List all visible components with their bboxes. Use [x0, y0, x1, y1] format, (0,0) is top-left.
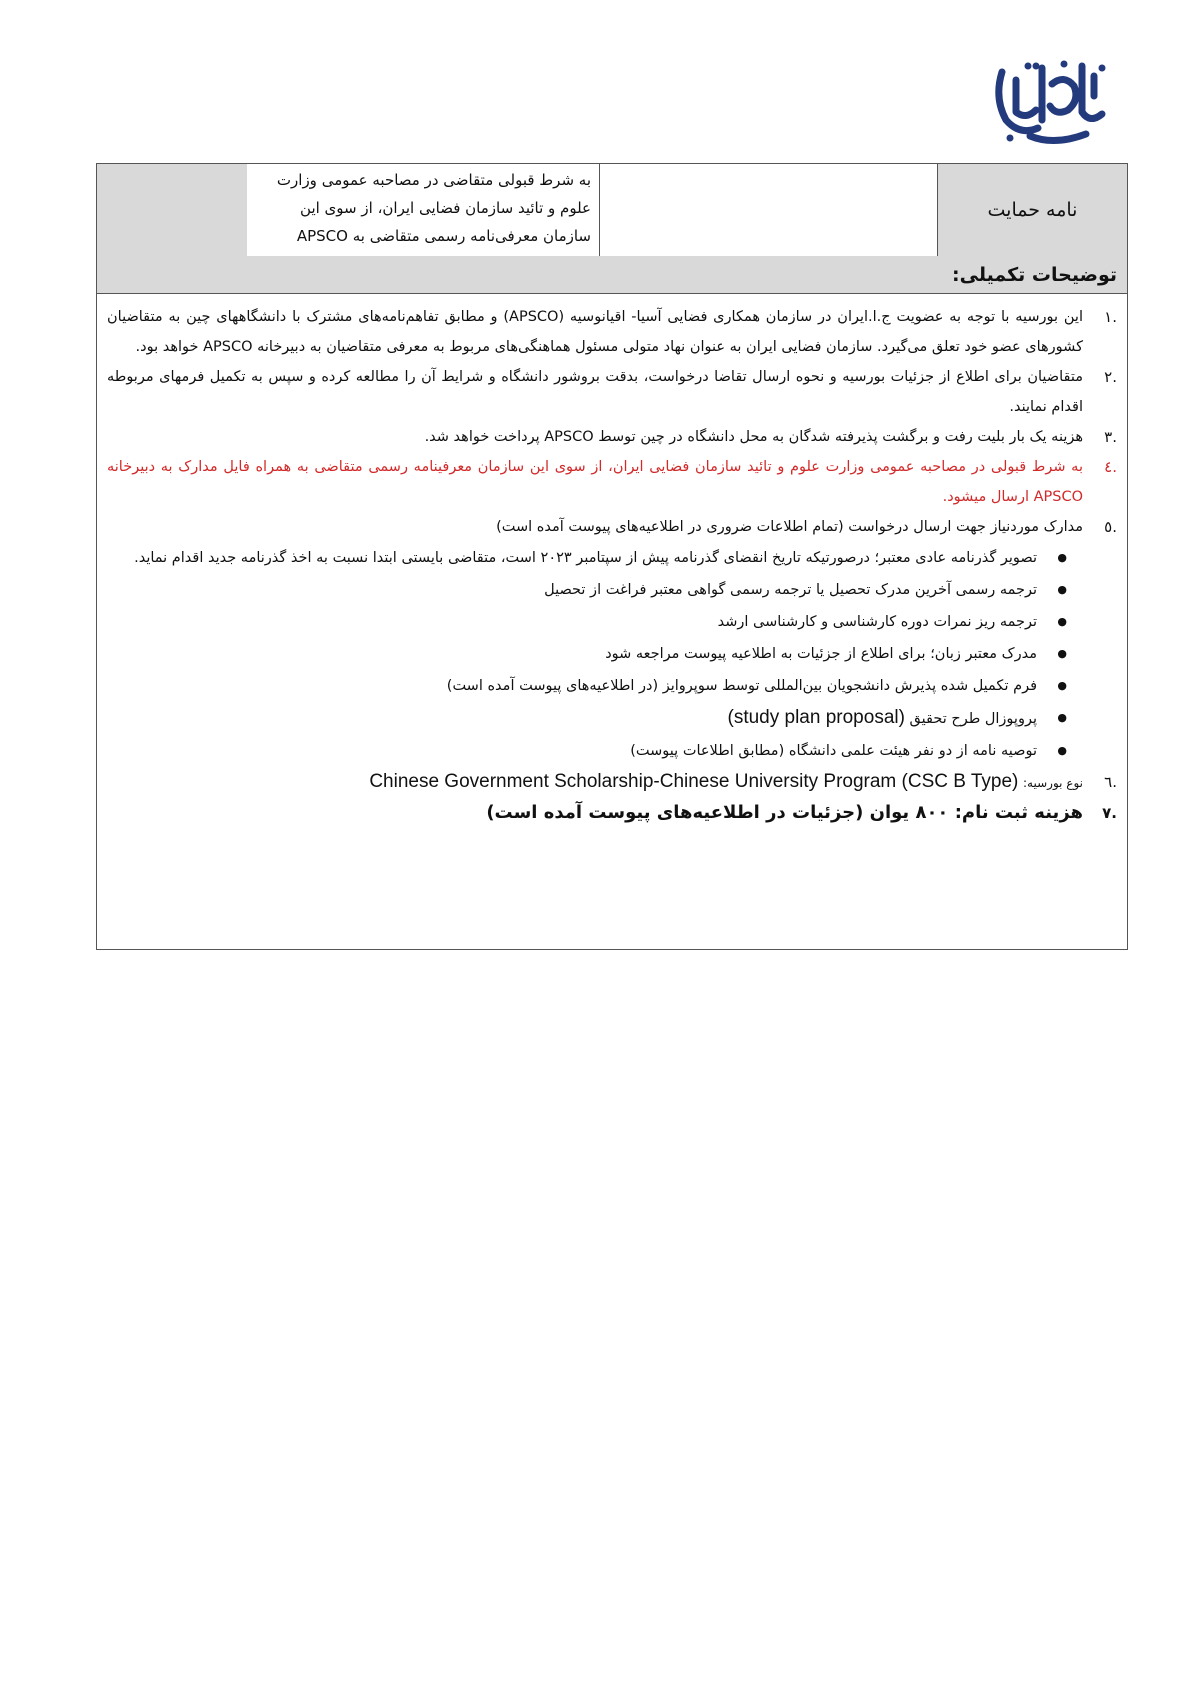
notes-list	[107, 302, 1117, 828]
proposal-label: پروپوزال طرح تحقیق	[909, 711, 1037, 727]
item-number: .١	[1104, 308, 1117, 326]
scholarship-info-table	[96, 163, 1128, 950]
item-text: به شرط قبولی در مصاحبه عمومی وزارت علوم و تائید سازمان فضایی ایران، از سوی این سازمان معرفینامه رسمی متقاضی به همراه فایل مدارک به دبیرخانه APSCO ارسال میشود.	[107, 459, 1083, 505]
registration-fee-text: هزینه ثبت نام: ۸۰۰ یوان (جزئیات در اطلاعیه‌های پیوست آمده است)	[486, 802, 1083, 823]
shaded-cell	[97, 164, 247, 256]
empty-cell	[599, 164, 937, 256]
document-item: ● توصیه نامه از دو نفر هیئت علمی دانشگاه (مطابق اطلاعات پیوست)	[107, 735, 1067, 767]
list-item	[107, 302, 1117, 362]
list-item	[107, 512, 1117, 542]
required-documents-list	[107, 542, 1117, 767]
item-text: این بورسیه با توجه به عضویت ج.ا.ایران در سازمان همکاری فضایی آسیا- اقیانوسیه (APSCO) و مطابق تفاهم‌نامه‌های مشترک با دانشگاههای چین به متقاضیان کشورهای عضو خود تعلق می‌گیرد. سازمان فضایی ایران به عنوان نهاد متولی مسئول هماهنگی‌های مربوط به معرفی متقاضیان به دبیرخانه APSCO خواهد بود.	[107, 309, 1083, 355]
scholarship-type-item	[107, 767, 1117, 798]
support-letter-row	[97, 164, 1127, 257]
document-item: ● فرم تکمیل شده پذیرش دانشجویان بین‌المللی توسط سوپروایز (در اطلاعیه‌های پیوست آمده است)	[107, 670, 1067, 702]
item-number: .٢	[1104, 368, 1117, 386]
list-item	[107, 362, 1117, 422]
item-number: .٣	[1104, 428, 1117, 446]
support-letter-title: نامه حمایت	[937, 164, 1127, 256]
item-number: .٤	[1104, 458, 1117, 476]
item-number: .٧	[1102, 804, 1117, 822]
document-item-proposal	[107, 702, 1067, 735]
scholarship-type-label: نوع بورسیه:	[1023, 776, 1083, 790]
organization-logo	[990, 50, 1110, 150]
list-item-highlighted	[107, 452, 1117, 512]
registration-fee-item	[107, 798, 1117, 828]
document-item: ● مدرک معتبر زبان؛ برای اطلاع از جزئیات به اطلاعیه پیوست مراجعه شود	[107, 638, 1067, 670]
document-item: ● ترجمه ریز نمرات دوره کارشناسی و کارشناسی ارشد	[107, 606, 1067, 638]
item-text: مدارک موردنیاز جهت ارسال درخواست (تمام اطلاعات ضروری در اطلاعیه‌های پیوست آمده است)	[496, 519, 1083, 535]
item-number: .٥	[1104, 518, 1117, 536]
item-text: متقاضیان برای اطلاع از جزئیات بورسیه و نحوه ارسال تقاضا درخواست، بدقت بروشور دانشگاه و شرایط آن را مطالعه کرده و سپس به تکمیل فرمهای مربوطه اقدام نمایند.	[107, 369, 1083, 415]
document-item: ● تصویر گذرنامه عادی معتبر؛ درصورتیکه تاریخ انقضای گذرنامه پیش از سپتامبر ۲۰۲۳ است، متقاضی بایستی ابتدا نسبت به اخذ گذرنامه جدید اقدام نماید.	[107, 542, 1067, 574]
list-item	[107, 422, 1117, 452]
item-number: .٦	[1104, 773, 1117, 791]
document-item: ● ترجمه رسمی آخرین مدرک تحصیل یا ترجمه رسمی گواهی معتبر فراغت از تحصیل	[107, 574, 1067, 606]
support-letter-condition: به شرط قبولی متقاضی در مصاحبه عمومی وزارت علوم و تائید سازمان فضایی ایران، از سوی این سازمان معرفی‌نامه رسمی متقاضی به APSCO	[245, 164, 599, 256]
notes-heading: توضیحات تکمیلی:	[97, 256, 1127, 294]
proposal-label-en: (study plan proposal)	[727, 707, 905, 728]
item-text: هزینه یک بار بلیت رفت و برگشت پذیرفته شدگان به محل دانشگاه در چین توسط APSCO پرداخت خواهد شد.	[424, 429, 1083, 445]
scholarship-type-value: Chinese Government Scholarship-Chinese University Program (CSC B Type)	[369, 771, 1019, 792]
